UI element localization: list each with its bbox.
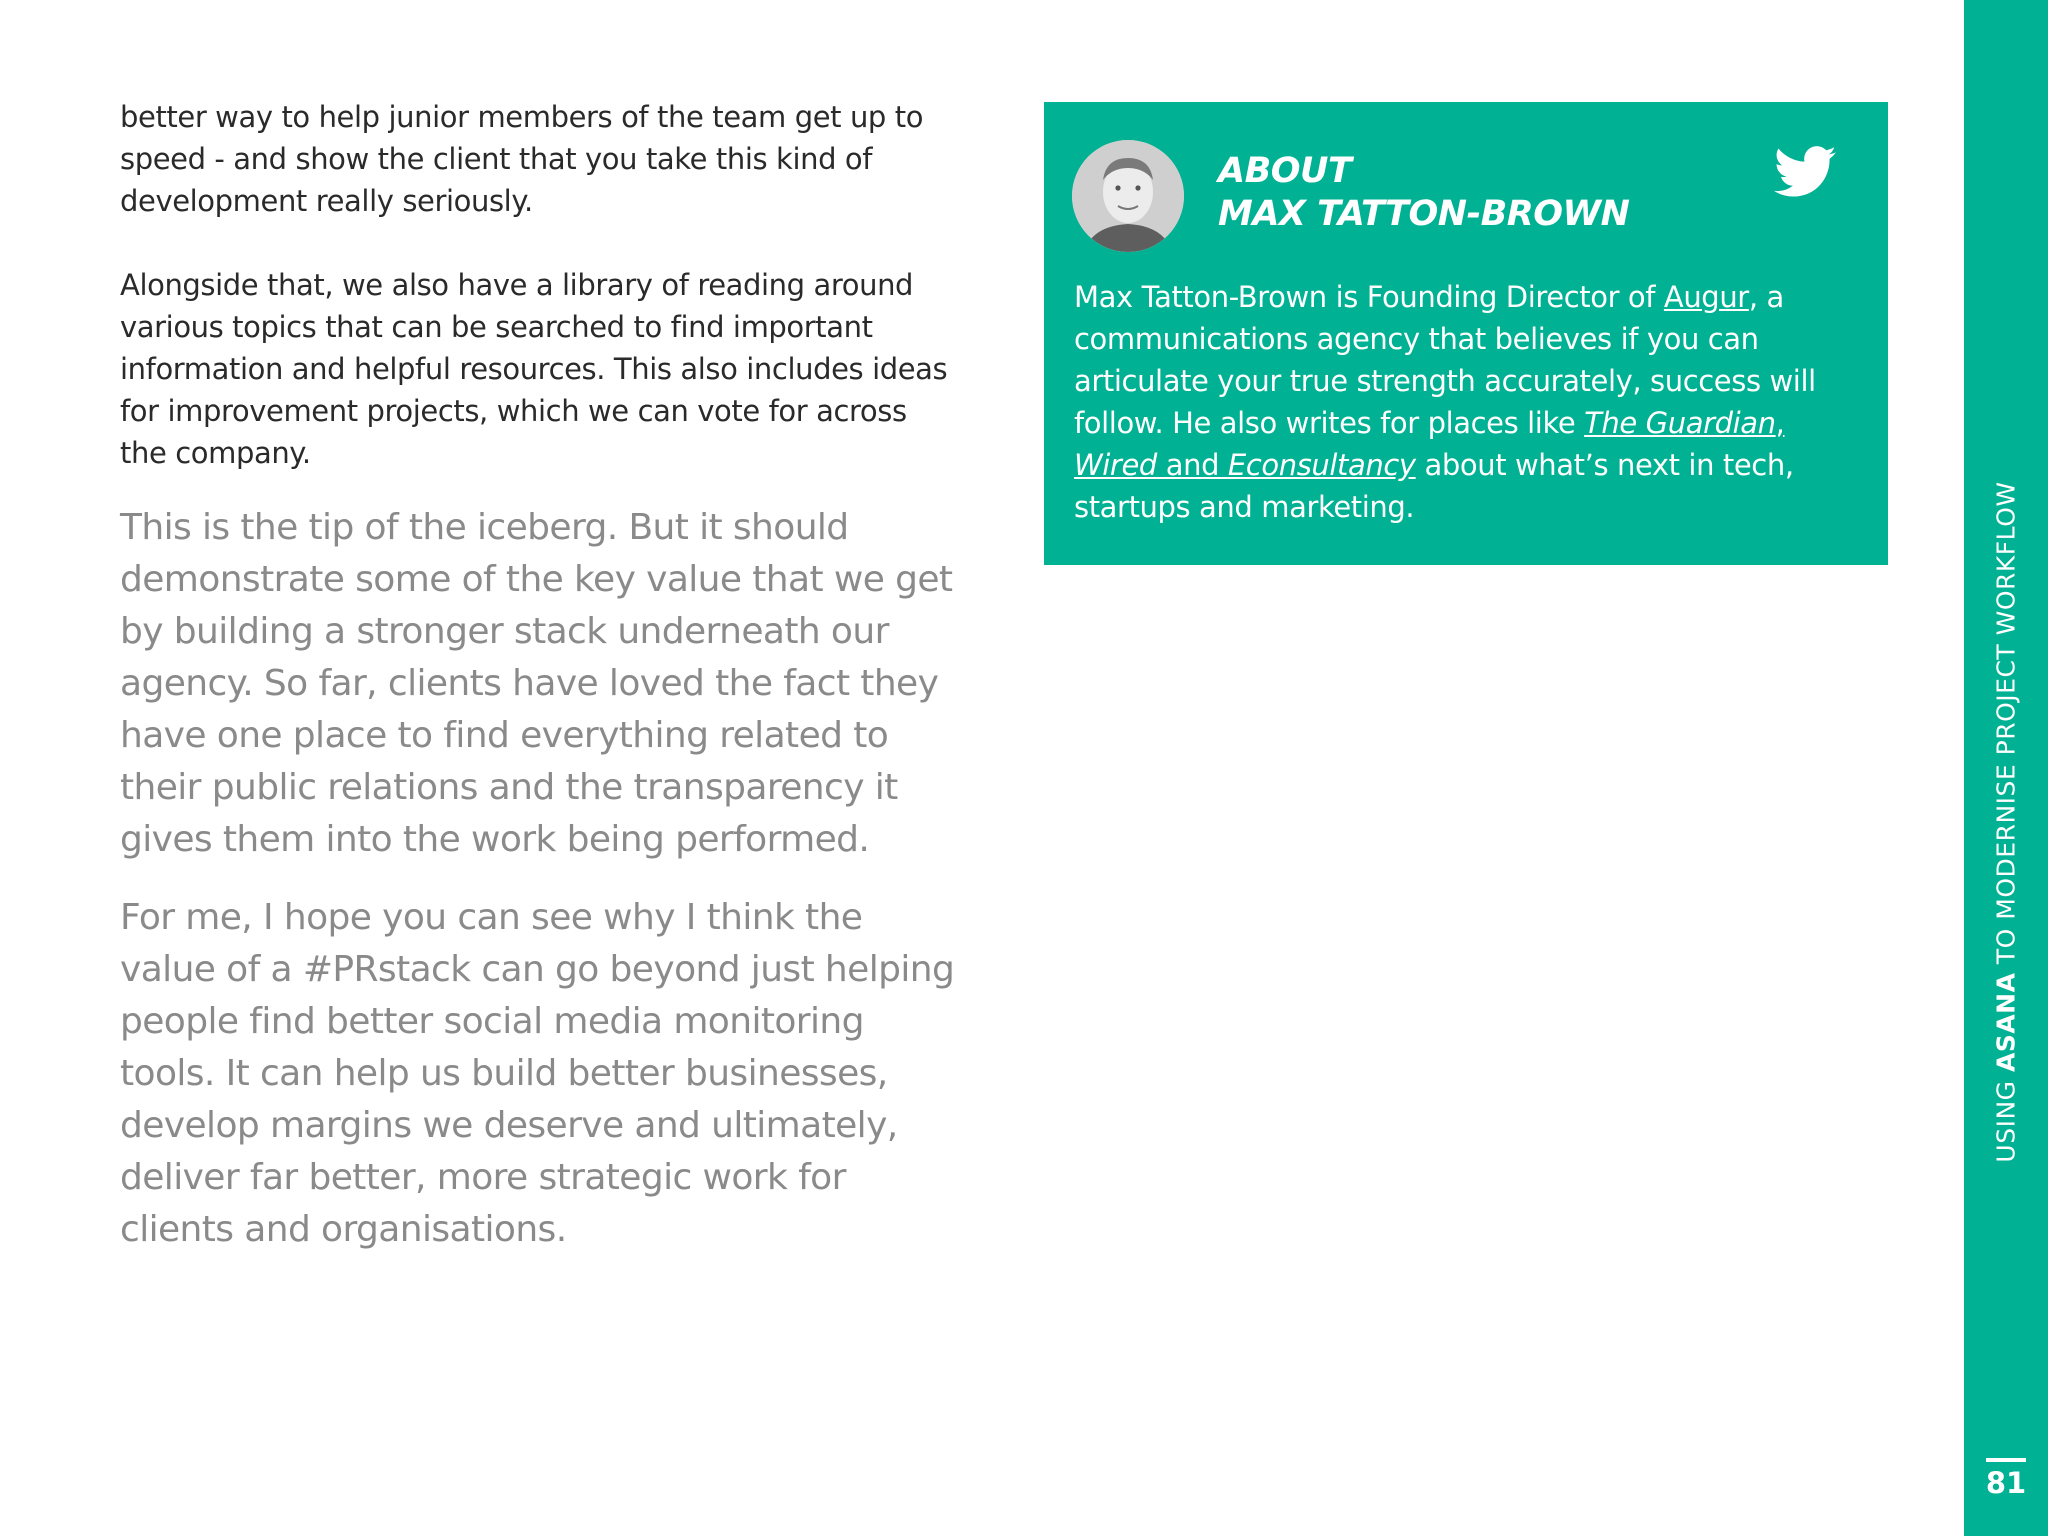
author-bio-box — [1044, 102, 1888, 565]
bio-heading-line-1: ABOUT — [1218, 151, 1352, 191]
bio-text-1: Max Tatton-Brown is Founding Director of — [1074, 280, 1664, 314]
bio-text-comma: , — [1775, 406, 1785, 440]
pull-paragraph-2: For me, I hope you can see why I think the value of a #PRstack can go beyond just helping people find better social media monitoring tools. It can help us build better businesses, develop margins we deserve and ultimately, deliver far better, more strategic work for clients and organisations. — [120, 897, 955, 1250]
author-avatar — [1072, 140, 1184, 252]
body-paragraph-2: Alongside that, we also have a library of reading around various topics that can be searched to find important information and helpful resources. This also includes ideas for improvement projects, which we can vote for across the company. — [120, 268, 948, 470]
wired-link[interactable]: Wired — [1074, 448, 1157, 482]
page-number: 81 — [1985, 1466, 2027, 1500]
augur-link[interactable]: Augur — [1663, 280, 1749, 314]
chapter-sidebar — [1964, 0, 2048, 1536]
bio-text-and: and — [1156, 448, 1228, 482]
bio-text-2: , a communications agency that believes if you can articulate your true strength accurately, success will follow. He also writes for places like — [1074, 280, 1816, 440]
body-paragraph-1: better way to help junior members of the team get up to speed - and show the client that you take this kind of development really seriously. — [120, 100, 924, 218]
chapter-title — [1992, 481, 2021, 1162]
guardian-link[interactable]: The Guardian — [1584, 406, 1776, 440]
bio-text-4: about what’s next in tech, startups and marketing. — [1074, 448, 1794, 524]
econsultancy-link[interactable]: Econsultancy — [1227, 448, 1416, 482]
page-number-rule — [1986, 1458, 2026, 1462]
twitter-icon[interactable] — [1774, 146, 1836, 198]
bio-heading-line-2: MAX TATTON-BROWN — [1218, 194, 1630, 234]
bio-text — [1074, 276, 1864, 528]
body-column — [120, 96, 960, 1256]
chapter-title-bold: ASANA — [1991, 972, 2021, 1073]
chapter-title-prefix: USING — [1991, 1072, 2021, 1163]
author-photo-icon — [1072, 140, 1184, 252]
bio-heading — [1218, 150, 1629, 236]
pull-paragraph-1: This is the tip of the iceberg. But it should demonstrate some of the key value that we get by building a stronger stack underneath our agency. So far, clients have loved the fact they have one place to find everything related to their public relations and the transparency it gives them into the work being performed. — [120, 507, 953, 860]
chapter-title-suffix: TO MODERNISE PROJECT WORKFLOW — [1991, 481, 2021, 973]
